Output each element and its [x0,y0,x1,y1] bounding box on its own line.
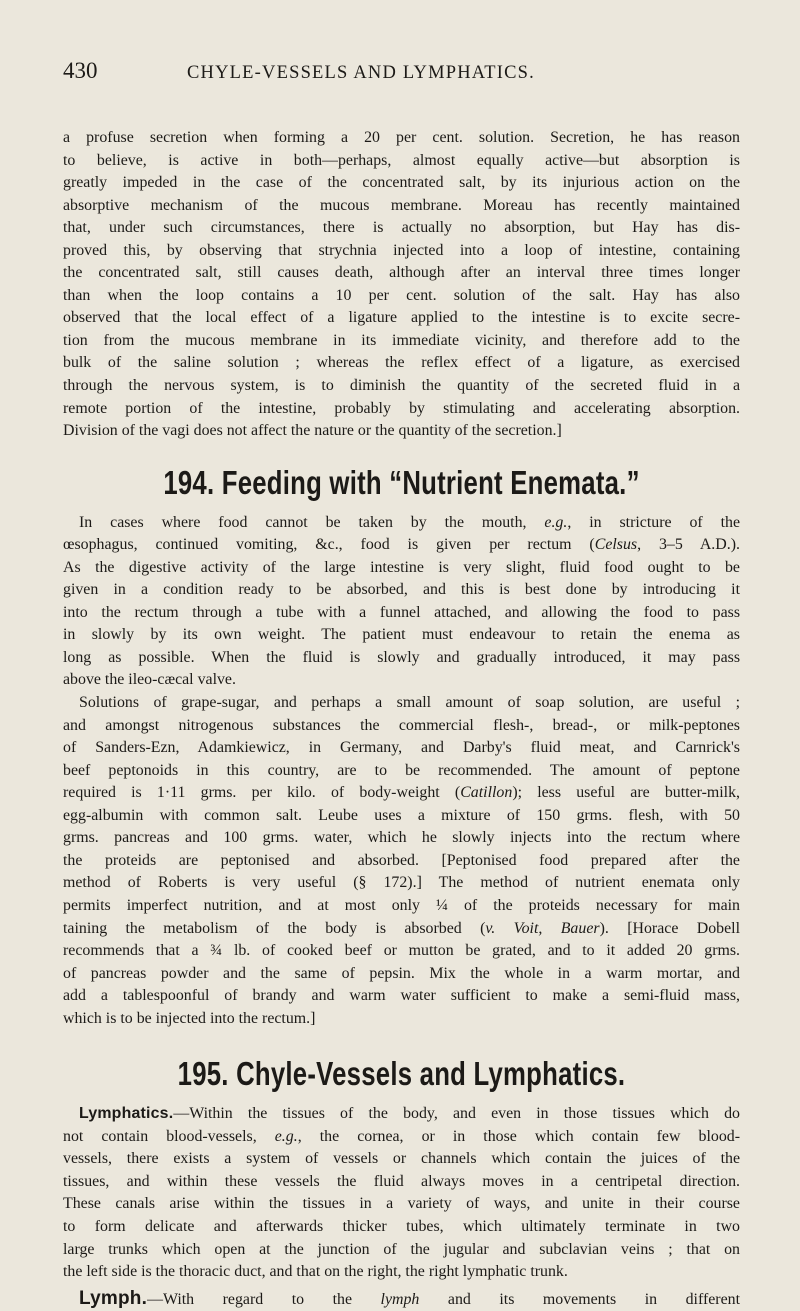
text-line: Solutions of grape-sugar, and perhaps a small amount of soap solution, are useful ; [79,694,740,712]
section-heading-194: 194. Feeding with “Nutrient Enemata.” [163,463,640,501]
text-line: egg-albumin with common salt. Leube uses a mixture of 150 grms. flesh, with 50 [63,806,740,824]
text-line: to believe, is active in both—perhaps, almost equally active—but absorption is [63,151,740,169]
text-line: that, under such circumstances, there is actually no absorption, but Hay has dis- [63,219,740,237]
italic-text: v. Voit, Bauer [485,919,600,937]
text-line: tion from the mucous membrane in its immediate vicinity, and therefore add to the [63,331,740,349]
text-line: absorptive mechanism of the mucous membrane. Moreau has recently maintained [63,196,740,214]
italic-text: e.g. [274,1127,298,1145]
paragraph-continuation [63,127,740,443]
run-in-heading: Lymphatics. [79,1105,174,1123]
text-line: method of Roberts is very useful (§ 172).] The method of nutrient enemata only [63,874,740,892]
text-line: and amongst nitrogenous substances the commercial flesh-, bread-, or milk-peptones [63,716,740,734]
text-line: of pancreas powder and the same of pepsin. Mix the whole in a warm mortar, and [63,964,740,982]
paragraph-lymph [63,1288,740,1311]
italic-text: Celsus [594,536,638,554]
text-line: remote portion of the intestine, probably by stimulating and accelerating absorption. [63,399,740,417]
text-line: bulk of the saline solution ; whereas the reflex effect of a ligature, as exercised [63,354,740,372]
text-line: than when the loop contains a 10 per cent. solution of the salt. Hay has also [63,286,740,304]
running-title: CHYLE-VESSELS AND LYMPHATICS. [187,63,535,83]
text-line: through the nervous system, is to diminish the quantity of the secreted fluid in a [63,377,740,395]
text-line: Lymphatics.—Within the tissues of the body, and even in those tissues which do [79,1105,740,1123]
running-head [63,58,740,98]
text-line: observed that the local effect of a ligature applied to the intestine is to excite secre- [63,309,740,327]
run-in-heading: Lymph. [79,1287,148,1309]
text-line: taining the metabolism of the body is absorbed (v. Voit, Bauer). [Horace Dobell [63,919,740,937]
text-line: of Sanders-Ezn, Adamkiewicz, in Germany, and Darby's fluid meat, and Carnrick's [63,739,740,757]
italic-text: lymph [380,1290,420,1308]
text-line: to form delicate and afterwards thicker tubes, which ultimately terminate in two [63,1217,740,1235]
text-line: tissues, and within these vessels the fluid always moves in a centripetal direction. [63,1172,740,1190]
text-line: not contain blood-vessels, e.g., the cornea, or in those which contain few blood- [63,1127,740,1145]
text-line: required is 1·11 grms. per kilo. of body-weight (Catillon); less useful are butter-milk, [63,784,740,802]
text-line: above the ileo-cæcal valve. [63,671,236,689]
text-line: In cases where food cannot be taken by the mouth, e.g., in stricture of the [79,513,740,531]
text-line: grms. pancreas and 100 grms. water, which he slowly injects into the rectum where [63,829,740,847]
text-line: greatly impeded in the case of the concentrated salt, by its injurious action on the [63,174,740,192]
text-line: the proteids are peptonised and absorbed. [Peptonised food prepared after the [63,851,740,869]
italic-text: e.g. [544,513,568,531]
text-line: vessels, there exists a system of vessels or channels which contain the juices of the [63,1150,740,1168]
text-line: beef peptonoids in this country, are to be recommended. The amount of peptone [63,761,740,779]
text-line: the left side is the thoracic duct, and that on the right, the right lymphatic trunk. [63,1263,568,1281]
text-line: in slowly by its own weight. The patient must endeavour to retain the enema as [63,626,740,644]
section-heading-195: 195. Chyle-Vessels and Lymphatics. [177,1055,626,1093]
text-line: add a tablespoonful of brandy and warm water sufficient to make a semi-fluid mass, [63,987,740,1005]
paragraph-lymphatics [63,1103,740,1283]
text-line: Lymph.—With regard to the lymph and its movements in different [79,1287,740,1309]
paragraph-nutrient-enemata-2 [63,692,740,1030]
paragraph-nutrient-enemata-1 [63,512,740,692]
text-line: These canals arise within the tissues in a variety of ways, and unite in their course [63,1195,740,1213]
page-number: 430 [63,58,98,83]
text-line: permits imperfect nutrition, and at most only ¼ of the proteids necessary for main [63,896,740,914]
text-line: into the rectum through a tube with a funnel attached, and allowing the food to pass [63,603,740,621]
text-line: As the digestive activity of the large intestine is very slight, fluid food ought to be [63,558,740,576]
text-line: given in a condition ready to be absorbed, and this is best done by introducing it [63,581,740,599]
text-line: Division of the vagi does not affect the nature or the quantity of the secretion.] [63,422,562,440]
text-line: long as possible. When the fluid is slowly and gradually introduced, it may pass [63,648,740,666]
text-line: large trunks which open at the junction of the jugular and subclavian veins ; that on [63,1240,740,1258]
text-line: œsophagus, continued vomiting, &c., food is given per rectum (Celsus, 3–5 A.D.). [63,536,740,554]
text-line: proved this, by observing that strychnia injected into a loop of intestine, containing [63,241,740,259]
text-line: the concentrated salt, still causes death, although after an interval three times longer [63,264,740,282]
text-line: which is to be injected into the rectum.] [63,1009,316,1027]
text-line: a profuse secretion when forming a 20 per cent. solution. Secretion, he has reason [63,129,740,146]
italic-text: Catillon [460,784,513,802]
text-line: recommends that a ¾ lb. of cooked beef or mutton be grated, and to it added 20 grms. [63,942,740,960]
